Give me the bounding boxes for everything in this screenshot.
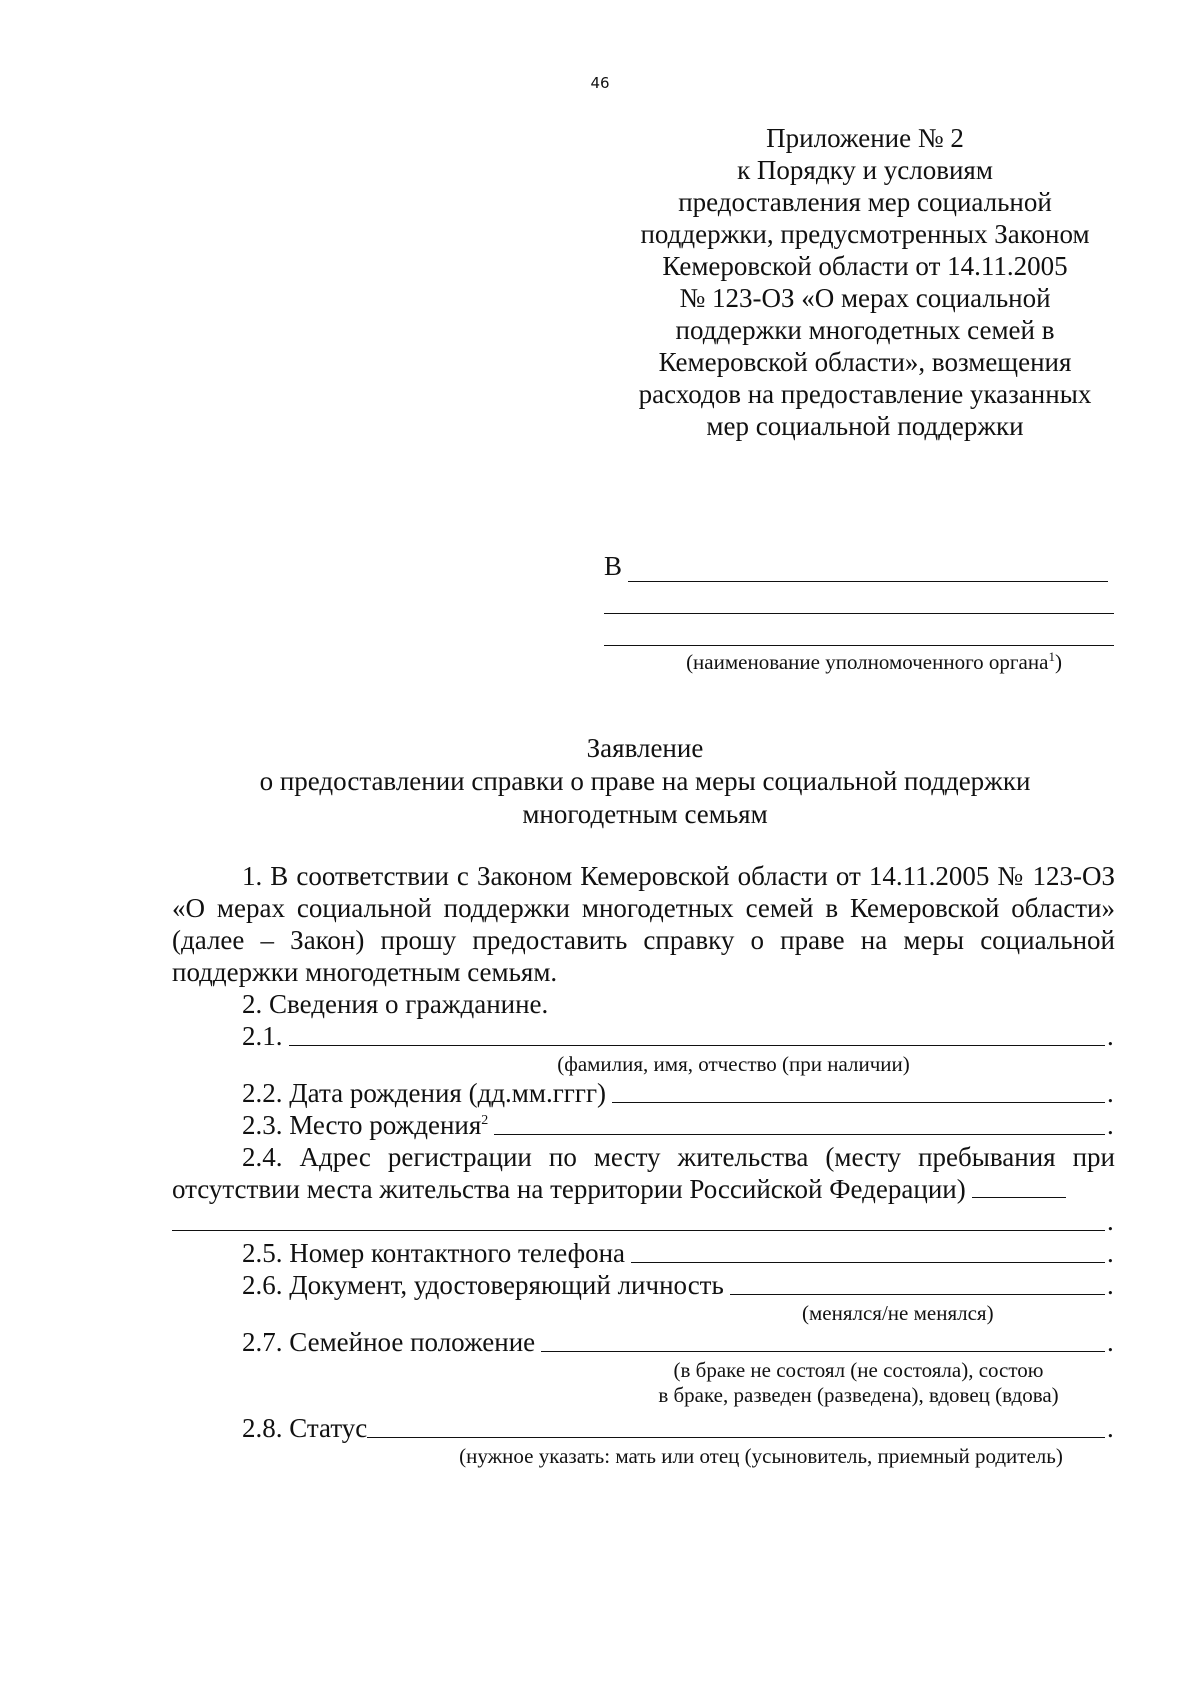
registration-address-field-2[interactable] — [172, 1208, 1105, 1231]
title-line-1: Заявление — [586, 733, 704, 763]
appendix-line: мер социальной поддержки — [706, 411, 1024, 441]
appendix-header — [615, 122, 1115, 442]
document-title — [0, 732, 1200, 831]
appendix-line: поддержки многодетных семей в — [675, 315, 1055, 345]
full-name-field[interactable] — [289, 1023, 1106, 1046]
appendix-line: № 123-ОЗ «О мерах социальной — [679, 283, 1051, 313]
registration-address-field-1[interactable] — [972, 1177, 1066, 1198]
status-caption: (нужное указать: мать или отец (усыновитель, приемный родитель) — [459, 1444, 1063, 1468]
appendix-line: предоставления мер социальной — [678, 187, 1052, 217]
marital-status-field[interactable] — [541, 1329, 1105, 1352]
marital-status-caption-2: в браке, разведен (разведена), вдовец (вдова) — [658, 1383, 1059, 1407]
identity-document-caption: (менялся/не менялся) — [802, 1301, 994, 1325]
addressee-prefix: В — [604, 551, 623, 581]
paragraph-2: 2. Сведения о гражданине. — [242, 989, 549, 1019]
phone-field[interactable] — [631, 1240, 1105, 1263]
addressee-caption: (наименование уполномоченного органа$^1$) — [686, 649, 1062, 674]
addressee-field-line-2[interactable] — [604, 582, 1114, 614]
status-field[interactable] — [367, 1415, 1105, 1438]
field-2-8-label: 2.8. Статус — [242, 1413, 368, 1443]
field-2-6-label: 2.6. Документ, удостоверяющий личность — [242, 1270, 724, 1300]
field-2-2-label: 2.2. Дата рождения (дд.мм.гггг) — [242, 1078, 607, 1108]
paragraph-1: 1. В соответствии с Законом Кемеровской области от 14.11.2005 № 123-ОЗ «О мерах социальной поддержки многодетных семей в Кемеровской области» (далее – Закон) прошу предоставить справку о праве на меры социальной поддержки многодетным семьям. — [172, 861, 1115, 987]
title-line-2: о предоставлении справки о праве на меры социальной поддержки — [259, 766, 1031, 796]
page-number: 46 — [590, 74, 610, 92]
addressee-field-line-3[interactable] — [604, 614, 1114, 646]
birth-place-field[interactable] — [494, 1112, 1105, 1135]
birth-date-field[interactable] — [612, 1080, 1105, 1103]
identity-document-field[interactable] — [730, 1272, 1105, 1295]
appendix-line: Кемеровской области от 14.11.2005 — [662, 251, 1068, 281]
application-body: 1. В соответствии с Законом Кемеровской области от 14.11.2005 № 123-ОЗ «О мерах социальной поддержки многодетных семей в Кемеровской области» (далее – Закон) прошу предоставить справку о праве на меры социальной поддержки многодетным семьям. 2. Сведения о гражданине. 2.1. . (фамилия, имя, отчество (при наличии) 2.2. Дата рождения (дд.мм.гггг) . 2.3. Место рождения$^2$ . 2.4. Адрес регистрации по месту жительства (месту пребывания при отсутствии места жительства на территории Российской Федерации) . 2.5. Номер контактного телефона . 2.6. Документ, удостоверяющий личность . (менялся/не менялся) 2.7. Семейное положение . (в браке не состоял (не состояла), состою в браке, разведен (разведена), вдовец (вдова) 2.8. Статус . (нужное указать: мать или отец (усыновитель, приемный родитель) — [172, 861, 1115, 1468]
addressee-block — [604, 548, 1114, 675]
appendix-line: Приложение № 2 — [766, 123, 964, 153]
field-2-5-label: 2.5. Номер контактного телефона — [242, 1238, 626, 1268]
title-line-3: многодетным семьям — [522, 799, 768, 829]
field-2-7-label: 2.7. Семейное положение — [242, 1327, 536, 1357]
appendix-line: Кемеровской области», возмещения — [658, 347, 1072, 377]
appendix-line: поддержки, предусмотренных Законом — [640, 219, 1090, 249]
field-2-4-label: 2.4. Адрес регистрации по месту жительства (месту пребывания при отсутствии места жительства на территории Российской Федерации) — [172, 1142, 1115, 1204]
addressee-field-line-1[interactable] — [628, 557, 1108, 582]
full-name-caption: (фамилия, имя, отчество (при наличии) — [557, 1052, 910, 1076]
field-2-1-label: 2.1. — [242, 1021, 283, 1051]
field-2-3-label: 2.3. Место рождения$^2$ — [242, 1110, 489, 1140]
appendix-line: расходов на предоставление указанных — [638, 379, 1092, 409]
appendix-line: к Порядку и условиям — [737, 155, 993, 185]
marital-status-caption-1: (в браке не состоял (не состояла), состою — [673, 1358, 1044, 1382]
